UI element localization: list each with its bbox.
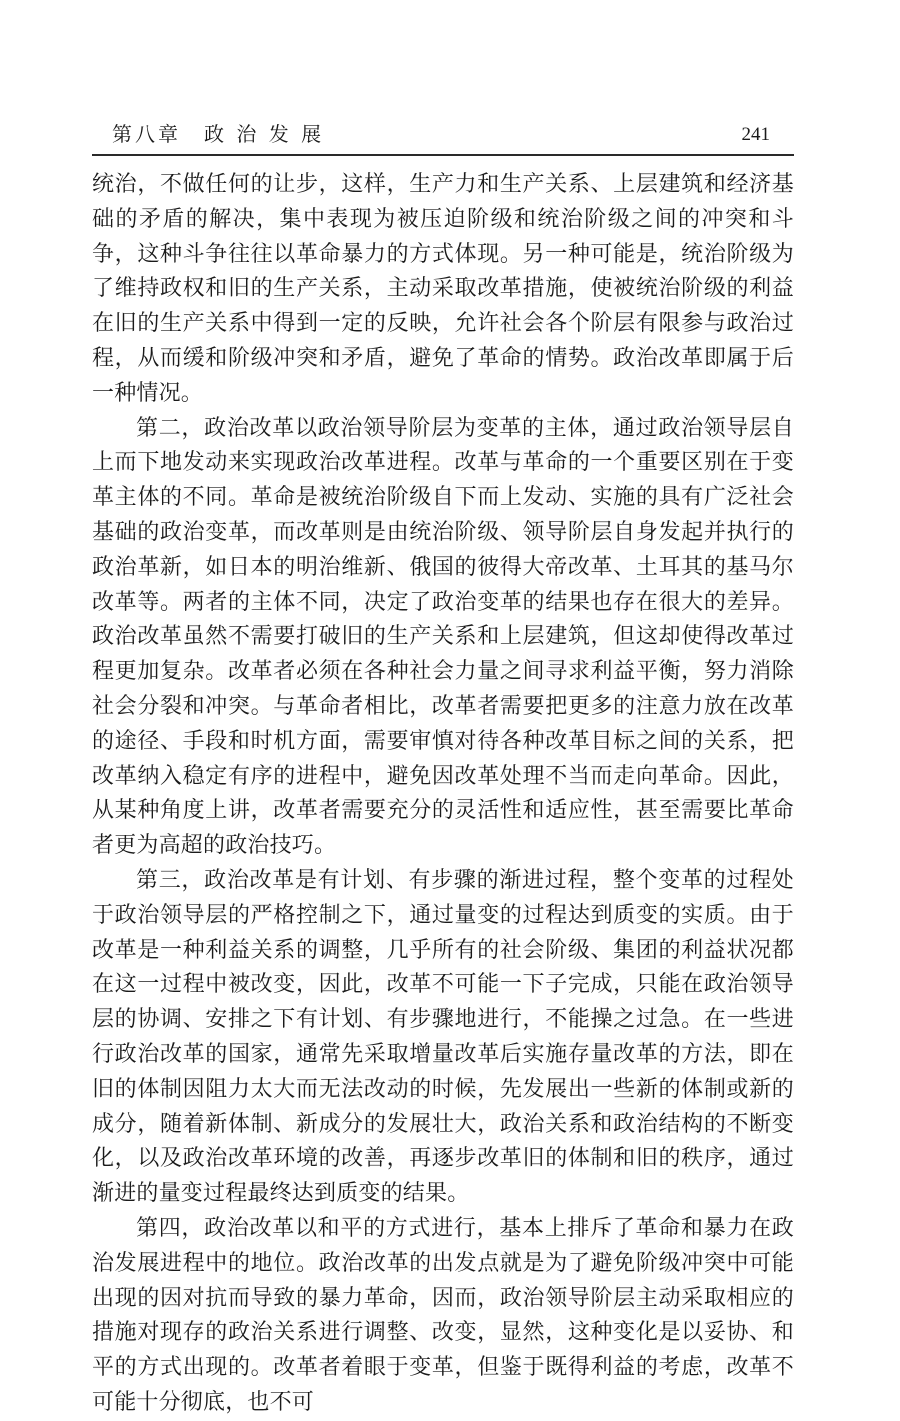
paragraph-third-point: 第三，政治改革是有计划、有步骤的渐进过程，整个变革的过程处于政治领导层的严格控制之下，通过量变的过程达到质变的实质。由于改革是一种利益关系的调整，几乎所有的社会阶级、集团的利益状况都在这一过程中被改变，因此，改革不可能一下子完成，只能在政治领导层的协调、安排之下有计划、有步骤地进行，不能操之过急。在一些进行政治改革的国家，通常先采取增量改革后实施存量改革的方法，即在旧的体制因阻力太大而无法改动的时候，先发展出一些新的体制或新的成分，随着新体制、新成分的发展壮大，政治关系和政治结构的不断变化，以及政治改革环境的改善，再逐步改革旧的体制和旧的秩序，通过渐进的量变过程最终达到质变的结果。 [92,867,794,1207]
book-page [92,110,794,1421]
paragraph-second-point: 第二，政治改革以政治领导阶层为变革的主体，通过政治领导层自上而下地发动来实现政治改革进程。改革与革命的一个重要区别在于变革主体的不同。革命是被统治阶级自下而上发动、实施的具有广泛社会基础的政治变革，而改革则是由统治阶级、领导阶层自身发起并执行的政治革新，如日本的明治维新、俄国的彼得大帝改革、土耳其的基马尔改革等。两者的主体不同，决定了政治变革的结果也存在很大的差异。政治改革虽然不需要打破旧的生产关系和上层建筑，但这却使得改革过程更加复杂。改革者必须在各种社会力量之间寻求利益平衡，努力消除社会分裂和冲突。与革命者相比，改革者需要把更多的注意力放在改革的途径、手段和时机方面，需要审慎对待各种改革目标之间的关系，把改革纳入稳定有序的进程中，避免因改革处理不当而走向革命。因此，从某种角度上讲，改革者需要充分的灵活性和适应性，甚至需要比革命者更为高超的政治技巧。 [92,415,794,859]
body-text [92,168,794,1421]
page-number: 241 [741,124,770,145]
running-header [92,110,794,156]
chapter-title: 第八章 政 治 发 展 [112,122,325,146]
paragraph-continuation: 统治，不做任何的让步，这样，生产力和生产关系、上层建筑和经济基础的矛盾的解决，集中表现为被压迫阶级和统治阶级之间的冲突和斗争，这种斗争往往以革命暴力的方式体现。另一种可能是，统治阶级为了维持政权和旧的生产关系，主动采取改革措施，使被统治阶级的利益在旧的生产关系中得到一定的反映，允许社会各个阶层有限参与政治过程，从而缓和阶级冲突和矛盾，避免了革命的情势。政治改革即属于后一种情况。 [92,172,794,406]
paragraph-fourth-point: 第四，政治改革以和平的方式进行，基本上排斥了革命和暴力在政治发展进程中的地位。政治改革的出发点就是为了避免阶级冲突中可能出现的因对抗而导致的暴力革命，因而，政治领导阶层主动采取相应的措施对现存的政治关系进行调整、改变，显然，这种变化是以妥协、和平的方式出现的。改革者着眼于变革，但鉴于既得利益的考虑，改革不可能十分彻底，也不可 [92,1215,794,1415]
